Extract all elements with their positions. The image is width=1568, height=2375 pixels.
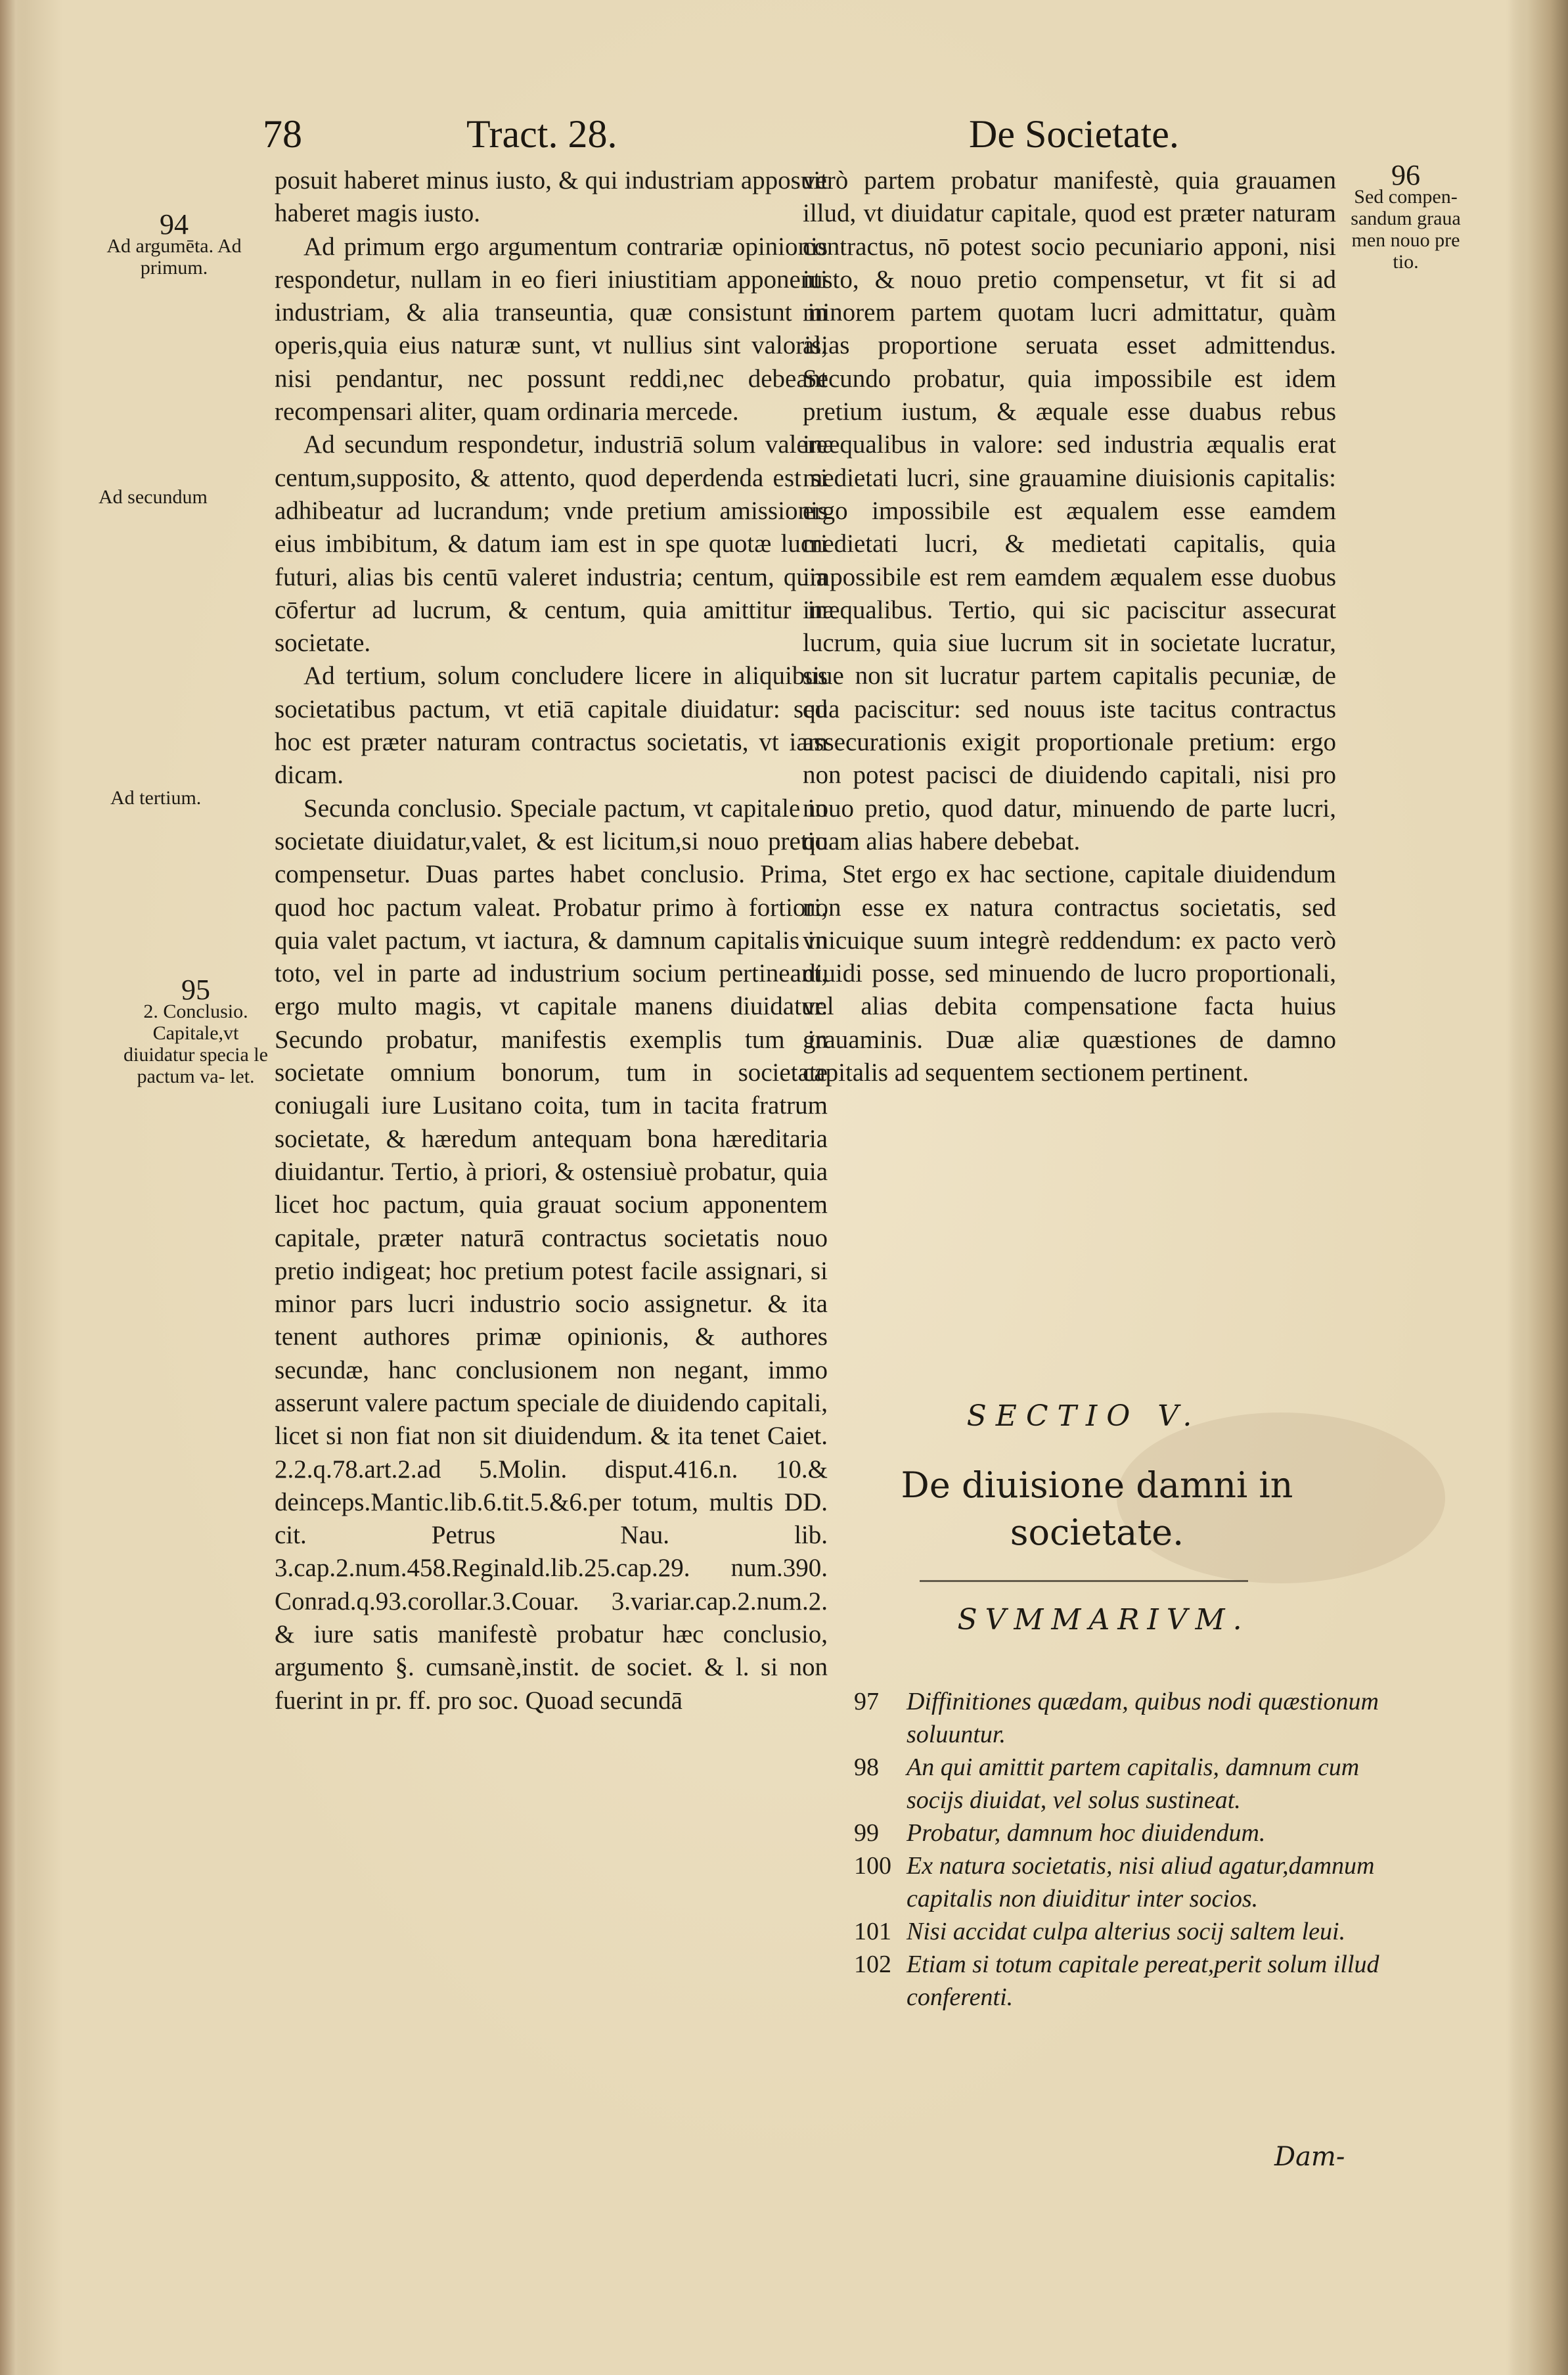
catchword: Dam- (1274, 2142, 1345, 2172)
page-fore-edge (1509, 0, 1568, 2375)
paragraph: Stet ergo ex hac sectione, capitale diuidendum non esse ex natura contractus societatis, sed vnicuique suum integrè reddendum: ex pacto verò diuidi posse, sed minuendo de lucro proportionali, vel alias debita compensatione facta huius grauaminis. Duæ aliæ quæstiones de damno capitalis ad sequentem sectionem pertinent. (803, 860, 1336, 1087)
summary-number: 98 (854, 1753, 879, 1781)
summary-item (854, 1915, 1379, 1948)
paragraph: Ad secundum respondetur, industriā solum valere centum,supposito, & attento, quod deperdenda est si adhibeatur ad lucrandum; vnde pretium amissionis eius imbibitum, & datum iam est in spe quotæ lucri futuri, alias bis centū valeret industria; centum, quia cōfertur ad lucrum, & centum, quia amittitur in societate. (275, 430, 828, 658)
summary-number: 99 (854, 1819, 879, 1847)
page-number: 78 (263, 112, 302, 156)
margin-number: 95 (181, 974, 210, 1006)
paragraph: verò partem probatur manifestè, quia grauamen illud, vt diuidatur capitale, quod est præter naturam contractus, nō potest socio pecuniario apponi, nisi iusto, & nouo pretio compensetur, vt fit si ad minorem partem quotam lucri admittatur, quàm alias proportione seruata esset admittendus. Secundo probatur, quia impossibile est idem pretium iustum, & æquale esse duabus rebus inæqualibus in valore: sed industria æqualis erat medietati lucri, sine grauamine diuisionis capitalis: ergo impossibile est æqualem esse eamdem medietati lucri, & medietati capitalis, quia impossibile est rem eamdem æqualem esse duobus inæqualibus. Tertio, qui sic paciscitur assecurat lucrum, quia siue lucrum sit in societate lucratur, siue non sit lucratur partem capitalis pecuniæ, de qua paciscitur: sed nouus iste tacitus contractus assecurationis exigit proportionale pretium: ergo non potest pacisci de diuidendo capitali, nisi pro nouo pretio, quod datur, minuendo de parte lucri, quam alias habere debebat. (803, 166, 1336, 855)
paragraph: Ad tertium, solum concludere licere in aliquibus societatibus pactum, vt etiā capitale diuidatur: sed hoc est præter naturam contractus societatis, vt iam dicam. (275, 662, 828, 790)
margin-number: 96 (1391, 159, 1420, 191)
margin-text: Ad argumēta. Ad primum. (106, 235, 242, 279)
book-binding-edge (0, 0, 26, 2375)
right-text-column (803, 164, 1336, 1089)
paragraph: Secunda conclusio. Speciale pactum, vt capitale in societate diuidatur,valet, & est licitum,si nouo pretio compensetur. Duas partes habet conclusio. Prima, quod hoc pactum valeat. Probatur primo à fortiori, quia valet pactum, vt iactura, & damnum capitalis in toto, vel in parte ad industrium socium pertineant, ergo multo magis, vt capitale manens diuidatur. Secundo probatur, manifestis exemplis tum in societate omnium bonorum, tum in societate coniugali iure Lusitano coita, tum in tacita fratrum societate, & hæredum antequam bona hæreditaria diuidantur. Tertio, à priori, & ostensiuè probatur, quia licet hoc pactum, quia grauat socium apponentem capitale, præter naturā contractus societatis nouo pretio indigeat; hoc pretium potest facile assignari, si minor pars lucri industrio socio assignetur. & ita tenent authores primæ opinionis, & authores secundæ, hanc conclusionem non negant, immo asserunt valere pactum speciale de diuidendo capitali, licet si non fiat non sit diuidendum. & ita tenet Caiet. 2.2.q.78.art.2.ad 5.Molin. disput.416.n. 10.& deinceps.Mantic.lib.6.tit.5.&6.per totum, multis DD. cit. Petrus Nau. lib. 3.cap.2.num.458.Reginald.lib.25.cap.29. num.390. Conrad.q.93.corollar.3.Couar. 3.variar.cap.2.num.2. & iure satis manifestè probatur hæc conclusio, argumento §. cumsanè,instit. de societ. & l. si non fuerint in pr. ff. pro soc. Quoad secundā (275, 794, 828, 1715)
section-heading: SECTIO V. (966, 1399, 1201, 1433)
summary-text: Nisi accidat culpa alterius socij saltem leui. (907, 1918, 1346, 1945)
paragraph: Ad primum ergo argumentum contrariæ opinionis respondetur, nullam in eo fieri iniustitiam apponenti industriam, & alia transeuntia, quæ consistunt in operis,quia eius naturæ sunt, vt nullius sint valoris, nisi pendantur, nec possunt reddi,nec debeant recompensari aliter, quam ordinaria mercede. (275, 232, 828, 426)
summary-text: Probatur, damnum hoc diuidendum. (907, 1819, 1266, 1847)
margin-note-94 (92, 208, 256, 279)
divider (920, 1580, 1248, 1582)
tract-label: Tract. 28. (466, 112, 617, 156)
summary-list (854, 1685, 1379, 2014)
summary-text: An qui amittit partem capitalis, damnum cum socijs diuidat, vel solus sustineat. (907, 1753, 1360, 1814)
summary-number: 100 (854, 1852, 891, 1880)
summary-item (854, 1751, 1379, 1817)
margin-note-96 (1337, 159, 1475, 273)
margin-text: Ad tertium. (110, 787, 202, 809)
left-text-column (275, 164, 828, 1717)
summarium-label: SVMMARIVM. (957, 1603, 1250, 1637)
paragraph: posuit haberet minus iusto, & qui industriam apposuit haberet magis iusto. (275, 166, 828, 228)
summary-item (854, 1817, 1379, 1849)
summary-text: Diffinitiones quædam, quibus nodi quæstionum soluuntur. (907, 1688, 1379, 1748)
margin-note-ad-secundum (99, 486, 263, 508)
margin-number: 94 (160, 208, 189, 240)
running-head (263, 112, 1412, 171)
margin-text: 2. Conclusio. Capitale,vt diuidatur specia le pactum va- let. (123, 1001, 268, 1087)
summary-text: Ex natura societatis, nisi aliud agatur,damnum capitalis non diuiditur inter socios. (907, 1852, 1375, 1912)
margin-note-ad-tertium (110, 787, 275, 809)
margin-note-95 (117, 974, 275, 1087)
running-title: De Societate. (969, 112, 1179, 156)
section-title: De diuisione damni in societate. (901, 1464, 1293, 1553)
margin-text: Sed compen- sandum graua men nouo pre tio. (1351, 186, 1461, 273)
summary-number: 101 (854, 1918, 891, 1945)
summary-number: 97 (854, 1688, 879, 1715)
summary-text: Etiam si totum capitale pereat,perit solum illud conferenti. (907, 1951, 1379, 2011)
summary-item (854, 1849, 1379, 1915)
summary-number: 102 (854, 1951, 891, 1978)
summary-item (854, 1685, 1379, 1751)
margin-text: Ad secundum (99, 486, 208, 508)
summary-item (854, 1948, 1379, 2014)
